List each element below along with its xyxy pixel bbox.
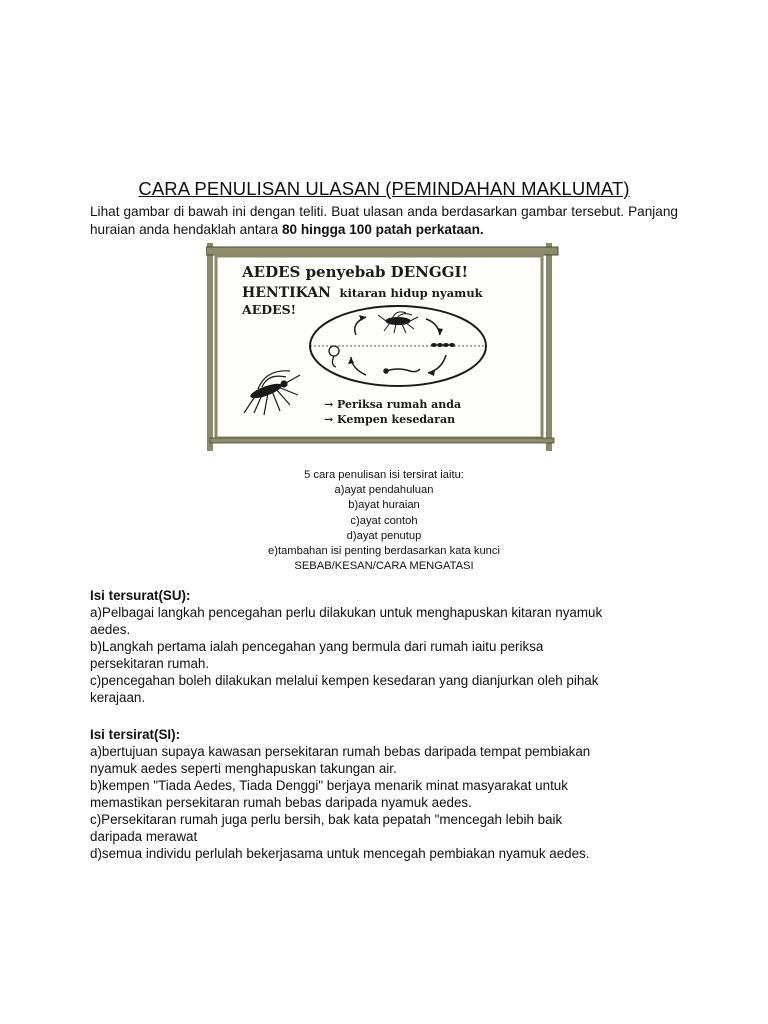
section-line: a)bertujuan supaya kawasan persekitaran rumah bebas daripada tempat pembiakan [90, 744, 591, 759]
poster-headline: AEDES penyebab DENGGI! [242, 263, 469, 281]
methods-item: d)ayat penutup [346, 529, 422, 542]
poster-top-rail [206, 247, 558, 255]
section-line: aedes. [90, 622, 131, 637]
section-line: nyamuk aedes seperti menghapuskan takungan air. [90, 761, 397, 776]
methods-intro: 5 cara penulisan isi tersirat iaitu: [304, 469, 464, 481]
arrow-icon: → [324, 413, 338, 426]
intro-word-count: 80 hingga 100 patah perkataan. [281, 222, 484, 237]
poster-subline-rest: kitaran hidup nyamuk [339, 286, 483, 300]
poster-illustration [206, 243, 560, 451]
methods-item: c)ayat contoh [350, 514, 418, 527]
intro-paragraph [90, 203, 678, 239]
page-title: CARA PENULISAN ULASAN (PEMINDAHAN MAKLUMAT) [138, 178, 630, 199]
section-line: c)pencegahan boleh dilakukan melalui kempen kesedaran yang dianjurkan oleh pihak [90, 673, 599, 688]
poster-bullet-2 [324, 413, 455, 426]
poster-bullet-1-label: Periksa rumah anda [337, 398, 462, 411]
poster-bullet-2-label: Kempen kesedaran [337, 413, 456, 426]
methods-item: SEBAB/KESAN/CARA MENGATASI [294, 560, 474, 573]
aedes-poster [206, 243, 560, 451]
section-line: b)Langkah pertama ialah pencegahan yang bermula dari rumah iaitu periksa [90, 639, 544, 654]
poster-post-left [207, 243, 213, 451]
poster-line3: AEDES! [242, 302, 297, 317]
section-line: a)Pelbagai langkah pencegahan perlu dilakukan untuk menghapuskan kitaran nyamuk [90, 605, 603, 620]
section-line: b)kempen "Tiada Aedes, Tiada Denggi" berjaya menarik minat masyarakat untuk [90, 778, 568, 793]
methods-item: a)ayat pendahuluan [334, 484, 434, 497]
methods-list [200, 468, 568, 574]
section-line: memastikan persekitaran rumah bebas daripada nyamuk aedes. [90, 795, 472, 810]
section-line: persekitaran rumah. [90, 656, 210, 671]
poster-bullet-1 [324, 398, 461, 411]
methods-item: b)ayat huraian [348, 499, 420, 512]
section-line: kerajaan. [90, 690, 146, 705]
section-tersurat [90, 587, 690, 706]
poster-post-right [546, 243, 552, 451]
section-line: c)Persekitaran rumah juga perlu bersih, bak kata pepatah "mencegah lebih baik [90, 812, 563, 827]
section-heading: Isi tersurat(SU): [90, 588, 191, 603]
methods-item: e)tambahan isi penting berdasarkan kata kunci [268, 545, 500, 558]
section-tersirat [90, 726, 690, 862]
poster-subline-bold: HENTIKAN [242, 285, 331, 301]
poster-bottom-rail [210, 438, 554, 443]
section-line: d)semua individu perlulah bekerjasama untuk mencegah pembiakan nyamuk aedes. [90, 846, 590, 861]
section-line: daripada merawat [90, 829, 198, 844]
intro-text: Lihat gambar di bawah ini dengan teliti. Buat ulasan anda berdasarkan gambar tersebut. Panjang huraian anda hendaklah antara [90, 204, 678, 237]
arrow-icon: → [324, 398, 338, 411]
section-heading: Isi tersirat(SI): [90, 727, 181, 742]
